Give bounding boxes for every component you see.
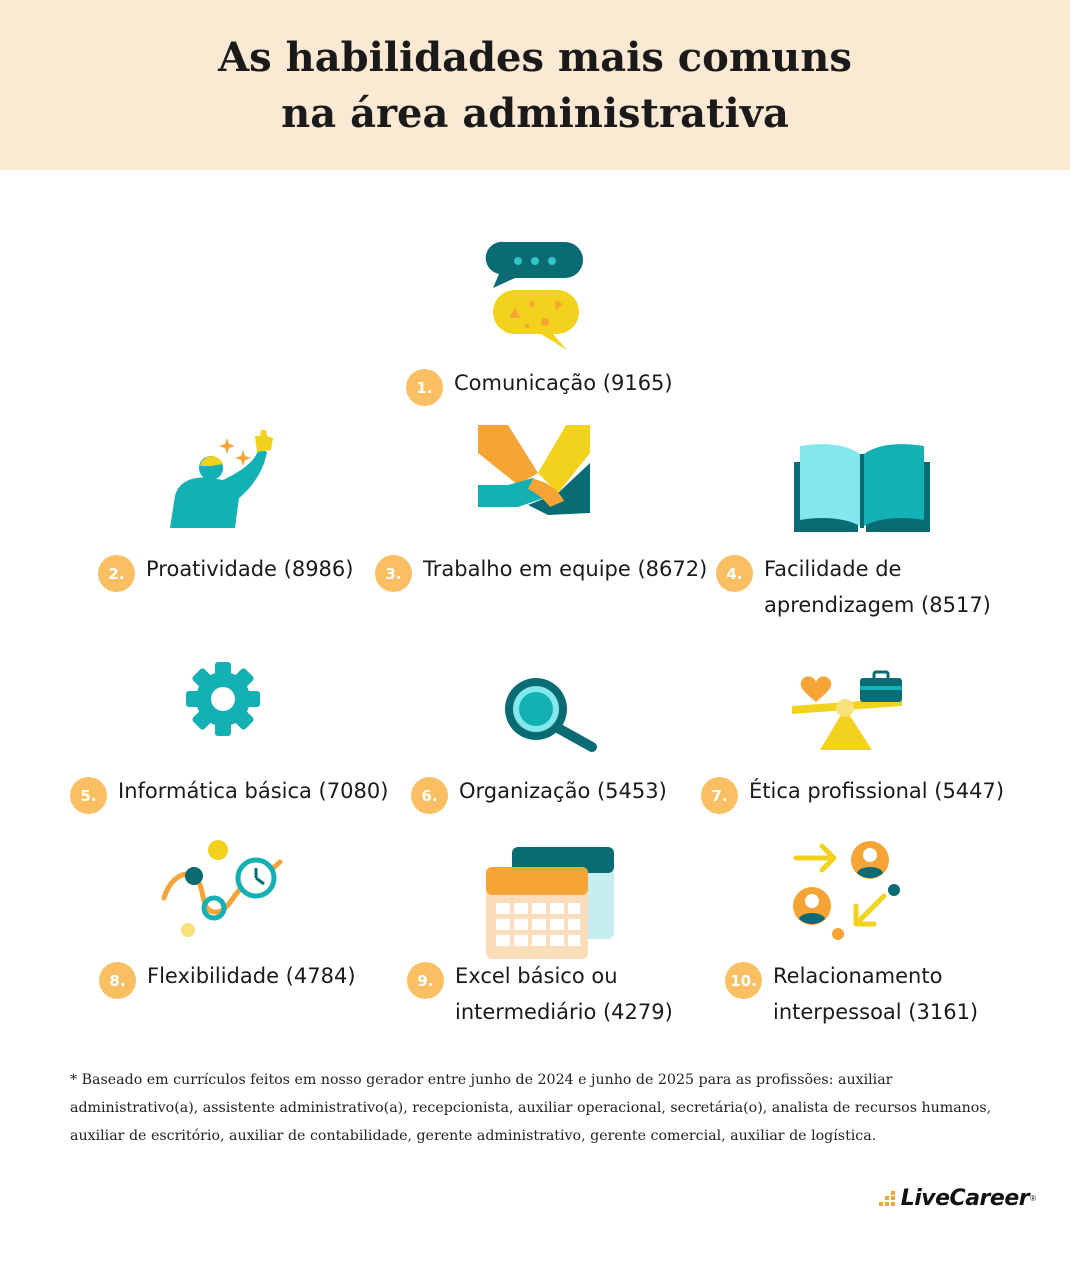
handshake-icon [478, 423, 593, 518]
skill-item-10 [725, 964, 979, 1030]
skill-label: Flexibilidade (4784) [147, 964, 356, 988]
rank-badge: 6. [411, 777, 448, 814]
skill-item-5 [70, 779, 389, 814]
rank-badge: 4. [716, 555, 753, 592]
skill-item-9 [407, 964, 673, 1030]
title-line-1: As habilidades mais comuns [218, 34, 852, 81]
page-title [0, 30, 1070, 142]
rank-badge: 7. [701, 777, 738, 814]
balance-scale-icon [790, 668, 905, 752]
skill-label: Informática básica (7080) [118, 779, 389, 803]
skill-label: Ética profissional (5447) [749, 779, 1005, 803]
skill-item-6 [411, 779, 667, 814]
open-book-icon [794, 442, 930, 532]
skill-item-3 [375, 557, 708, 592]
logo-mark-icon [879, 1191, 901, 1207]
skill-item-4 [716, 557, 991, 623]
rank-badge: 3. [375, 555, 412, 592]
skill-label: Proatividade (8986) [146, 557, 354, 581]
title-line-2: na área administrativa [281, 90, 789, 137]
rank-badge: 9. [407, 962, 444, 999]
skill-item-8 [99, 964, 356, 999]
skill-label: Facilidade de aprendizagem (8517) [764, 557, 991, 617]
rank-badge: 2. [98, 555, 135, 592]
brand-logo [879, 1186, 1036, 1211]
skill-label: Relacionamento interpessoal (3161) [773, 964, 979, 1024]
footnote: * Baseado em currículos feitos em nosso gerador entre junho de 2024 e junho de 2025 para as profissões: auxiliar administrativo(a), assistente administrativo(a), recepcionista, auxiliar operacional, secretária(o), analista de recursos humanos, auxiliar de escritório, auxiliar de contabilidade, gerente administrativo, gerente comercial, auxiliar de logística. [70, 1072, 992, 1144]
rank-badge: 1. [406, 369, 443, 406]
flexible-time-icon [160, 838, 284, 938]
skill-item-7 [701, 779, 1005, 814]
skill-label: Organização (5453) [459, 779, 667, 803]
rank-badge: 8. [99, 962, 136, 999]
calendar-spreadsheet-icon [486, 845, 616, 963]
gear-icon [186, 662, 260, 736]
rank-badge: 5. [70, 777, 107, 814]
magnifier-icon [500, 675, 598, 753]
brand-name: LiveCareer [900, 1186, 1030, 1211]
raised-hand-person-icon [165, 428, 280, 530]
skill-label: Comunicação (9165) [454, 371, 673, 395]
registered-mark: ® [1030, 1194, 1036, 1203]
speech-bubbles-icon [485, 238, 585, 350]
skill-item-2 [98, 557, 354, 592]
people-arrows-icon [790, 840, 910, 944]
skill-label: Excel básico ou intermediário (4279) [455, 964, 673, 1024]
header-banner [0, 0, 1070, 170]
rank-badge: 10. [725, 962, 762, 999]
skill-label: Trabalho em equipe (8672) [423, 557, 708, 581]
skill-item-1 [406, 371, 673, 406]
